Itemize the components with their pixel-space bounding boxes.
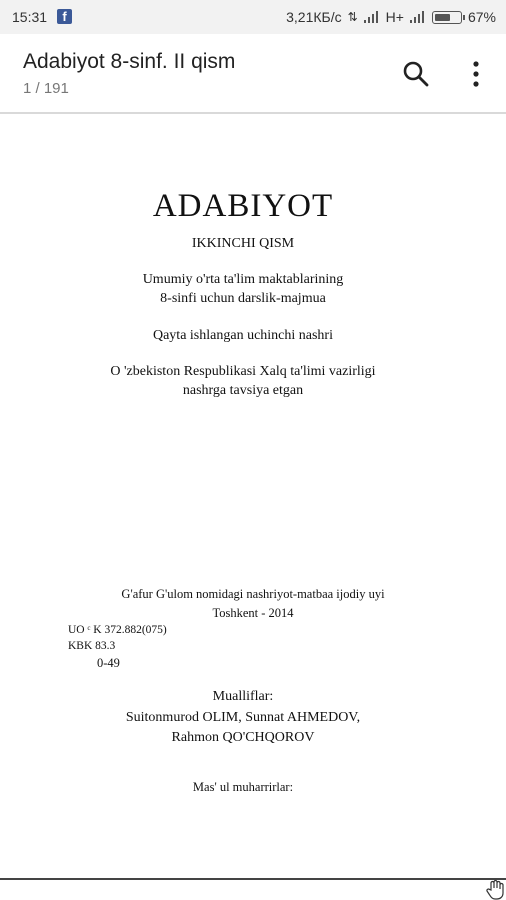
status-time: 15:31: [12, 9, 48, 25]
publisher: G'afur G'ulom nomidagi nashriyot-matbaa ijodiy uyi: [121, 587, 385, 601]
description-line-1: Umumiy o'rta ta'lim maktablarining: [142, 272, 344, 287]
network-speed: 3,21КБ/с: [286, 9, 342, 25]
battery-icon: [432, 11, 462, 24]
authors-line-2: Rahmon QO'CHQOROV: [171, 730, 315, 745]
editors-label: Mas' ul muharrirlar:: [192, 780, 294, 794]
city-year: Toshkent - 2014: [212, 606, 294, 620]
book-part: IKKINCHI QISM: [191, 236, 295, 251]
more-vert-icon[interactable]: [462, 58, 490, 90]
edition-note: Qayta ishlangan uchinchi nashri: [152, 328, 333, 343]
udk-code: UO ᶜ K 372.882(075): [68, 624, 167, 636]
recommendation-line-2: nashrga tavsiya etgan: [182, 383, 304, 398]
page-divider: [0, 878, 506, 880]
book-title: ADABIYOT: [152, 188, 334, 224]
description-line-2: 8-sinfi uchun darslik-majmua: [160, 291, 326, 306]
hand-cursor-icon: [484, 878, 506, 900]
signal-icon-2: [410, 11, 426, 23]
page-indicator: 1 / 191: [23, 80, 69, 97]
battery-percent: 67%: [467, 9, 496, 25]
data-transfer-icon: ⇅: [347, 10, 358, 24]
status-bar: [0, 0, 506, 34]
book-code: 0-49: [97, 656, 120, 670]
authors-line-1: Suitonmurod OLIM, Sunnat AHMEDOV,: [125, 710, 361, 725]
app-bar: [0, 34, 506, 114]
recommendation-line-1: O 'zbekiston Respublikasi Xalq ta'limi vazirligi: [110, 364, 376, 379]
document-page[interactable]: [0, 116, 506, 878]
authors-label: Mualliflar:: [212, 689, 274, 704]
status-right: [286, 9, 496, 25]
facebook-notification-icon: f: [57, 9, 72, 24]
battery-fill: [435, 14, 450, 21]
network-type: H+: [385, 9, 404, 25]
search-icon[interactable]: [400, 58, 432, 90]
signal-icon: [364, 11, 380, 23]
kbk-code: KBK 83.3: [68, 640, 116, 652]
document-title: Adabiyot 8-sinf. II qism: [23, 50, 236, 73]
